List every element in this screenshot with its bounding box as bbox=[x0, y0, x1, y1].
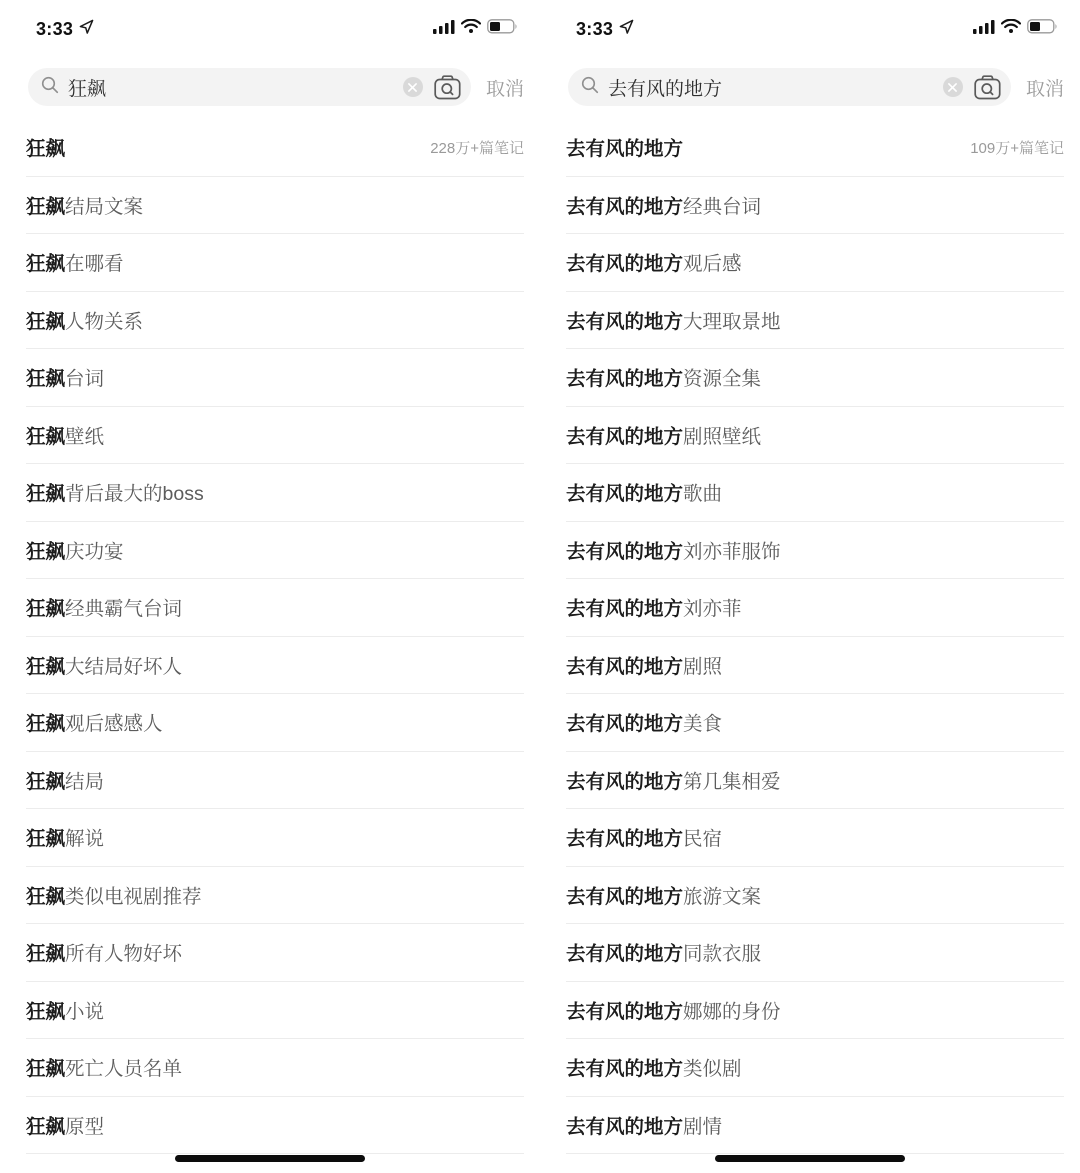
suggestion-suffix: 刘亦菲 bbox=[683, 598, 742, 621]
suggestion-text bbox=[566, 248, 742, 276]
suggestion-row[interactable] bbox=[26, 867, 524, 925]
wifi-icon bbox=[1001, 19, 1021, 39]
suggestion-row[interactable] bbox=[566, 809, 1064, 867]
suggestion-suffix: 背后最大的boss bbox=[65, 483, 204, 506]
suggestion-prefix: 狂飙 bbox=[26, 138, 66, 161]
note-count: 109万+篇笔记 bbox=[970, 139, 1064, 157]
suggestion-suffix: 在哪看 bbox=[65, 253, 124, 276]
suggestion-row[interactable] bbox=[566, 119, 1064, 177]
home-indicator[interactable] bbox=[175, 1155, 365, 1162]
search-input[interactable]: 去有风的地方 bbox=[608, 78, 723, 100]
suggestion-text bbox=[26, 363, 104, 391]
suggestion-text bbox=[566, 766, 781, 794]
suggestion-text bbox=[26, 823, 104, 851]
suggestion-prefix: 去有风的地方 bbox=[566, 368, 684, 391]
clear-icon[interactable] bbox=[943, 77, 963, 97]
suggestion-row[interactable] bbox=[26, 407, 524, 465]
suggestion-prefix: 去有风的地方 bbox=[566, 598, 684, 621]
suggestion-prefix: 去有风的地方 bbox=[566, 885, 684, 908]
suggestion-row[interactable] bbox=[26, 694, 524, 752]
cancel-button[interactable]: 取消 bbox=[485, 78, 524, 100]
status-bar bbox=[540, 0, 1080, 52]
suggestion-prefix: 狂飙 bbox=[26, 1058, 66, 1081]
suggestion-prefix: 去有风的地方 bbox=[566, 828, 684, 851]
suggestion-row[interactable] bbox=[566, 522, 1064, 580]
suggestion-prefix: 去有风的地方 bbox=[566, 483, 684, 506]
suggestion-text bbox=[566, 191, 761, 219]
home-indicator[interactable] bbox=[715, 1155, 905, 1162]
suggestion-row[interactable] bbox=[26, 752, 524, 810]
suggestion-suffix: 剧照 bbox=[683, 655, 723, 678]
suggestion-suffix: 类似剧 bbox=[683, 1058, 742, 1081]
suggestion-text bbox=[566, 823, 722, 851]
suggestion-row[interactable] bbox=[26, 924, 524, 982]
suggestion-prefix: 狂飙 bbox=[26, 195, 66, 218]
suggestion-suffix: 小说 bbox=[65, 1000, 105, 1023]
suggestion-prefix: 去有风的地方 bbox=[566, 1000, 684, 1023]
suggestion-text bbox=[566, 133, 683, 161]
suggestion-prefix: 狂飙 bbox=[26, 943, 66, 966]
suggestion-suffix: 观后感 bbox=[683, 253, 742, 276]
suggestion-text bbox=[26, 881, 202, 909]
suggestion-suffix: 美食 bbox=[683, 713, 723, 736]
suggestion-prefix: 狂飙 bbox=[26, 655, 66, 678]
suggestion-text bbox=[566, 306, 781, 334]
cellular-signal-icon bbox=[973, 20, 995, 39]
suggestion-text bbox=[566, 536, 781, 564]
search-bar bbox=[28, 68, 524, 106]
suggestion-prefix: 去有风的地方 bbox=[566, 253, 684, 276]
suggestion-text bbox=[26, 1111, 104, 1139]
camera-search-icon[interactable] bbox=[974, 75, 1001, 100]
suggestion-row[interactable] bbox=[566, 924, 1064, 982]
suggestion-prefix: 狂飙 bbox=[26, 253, 66, 276]
suggestion-text bbox=[26, 651, 182, 679]
search-field[interactable] bbox=[568, 68, 1011, 106]
suggestion-row[interactable] bbox=[26, 1039, 524, 1097]
suggestion-list bbox=[566, 119, 1064, 1154]
camera-search-icon[interactable] bbox=[434, 75, 461, 100]
suggestion-row[interactable] bbox=[566, 867, 1064, 925]
search-panel-quyoufeng bbox=[540, 0, 1080, 1173]
suggestion-prefix: 狂飙 bbox=[26, 598, 66, 621]
suggestion-suffix: 结局 bbox=[65, 770, 105, 793]
suggestion-text bbox=[26, 593, 182, 621]
status-time: 3:33 bbox=[36, 18, 74, 39]
location-arrow-icon bbox=[79, 19, 94, 39]
suggestion-prefix: 狂飙 bbox=[26, 483, 66, 506]
search-input[interactable]: 狂飙 bbox=[68, 78, 107, 100]
suggestion-prefix: 去有风的地方 bbox=[566, 138, 684, 161]
suggestion-text bbox=[566, 593, 742, 621]
suggestion-suffix: 原型 bbox=[65, 1115, 105, 1138]
status-bar bbox=[0, 0, 540, 52]
suggestion-text bbox=[566, 881, 761, 909]
suggestion-suffix: 壁纸 bbox=[65, 425, 105, 448]
suggestion-suffix: 死亡人员名单 bbox=[65, 1058, 183, 1081]
suggestion-row[interactable] bbox=[26, 234, 524, 292]
suggestion-text bbox=[26, 996, 104, 1024]
suggestion-prefix: 去有风的地方 bbox=[566, 713, 684, 736]
suggestion-suffix: 观后感感人 bbox=[65, 713, 163, 736]
status-time: 3:33 bbox=[576, 18, 614, 39]
search-field[interactable] bbox=[28, 68, 471, 106]
note-count: 228万+篇笔记 bbox=[430, 139, 524, 157]
suggestion-row[interactable] bbox=[26, 809, 524, 867]
suggestion-row[interactable] bbox=[566, 349, 1064, 407]
suggestion-prefix: 狂飙 bbox=[26, 828, 66, 851]
suggestion-row[interactable] bbox=[26, 292, 524, 350]
suggestion-suffix: 资源全集 bbox=[683, 368, 762, 391]
suggestion-row[interactable] bbox=[26, 119, 524, 177]
suggestion-text bbox=[566, 708, 722, 736]
suggestion-prefix: 狂飙 bbox=[26, 368, 66, 391]
suggestion-row[interactable] bbox=[566, 637, 1064, 695]
suggestion-suffix: 同款衣服 bbox=[683, 943, 762, 966]
suggestion-prefix: 狂飙 bbox=[26, 713, 66, 736]
suggestion-row[interactable] bbox=[26, 464, 524, 522]
suggestion-suffix: 娜娜的身份 bbox=[683, 1000, 781, 1023]
search-icon bbox=[41, 76, 59, 99]
suggestion-row[interactable] bbox=[566, 982, 1064, 1040]
suggestion-suffix: 大理取景地 bbox=[683, 310, 781, 333]
suggestion-row[interactable] bbox=[566, 407, 1064, 465]
suggestion-suffix: 大结局好坏人 bbox=[65, 655, 183, 678]
suggestion-text bbox=[566, 651, 722, 679]
suggestion-row[interactable] bbox=[566, 234, 1064, 292]
suggestion-text bbox=[566, 478, 722, 506]
suggestion-text bbox=[566, 421, 761, 449]
cancel-button[interactable]: 取消 bbox=[1025, 78, 1064, 100]
search-icon bbox=[581, 76, 599, 99]
suggestion-text bbox=[566, 1111, 722, 1139]
suggestion-text bbox=[26, 133, 65, 161]
suggestion-row[interactable] bbox=[26, 349, 524, 407]
suggestion-text bbox=[26, 938, 182, 966]
suggestion-prefix: 狂飙 bbox=[26, 540, 66, 563]
suggestion-row[interactable] bbox=[566, 579, 1064, 637]
suggestion-row[interactable] bbox=[566, 752, 1064, 810]
suggestion-suffix: 经典霸气台词 bbox=[65, 598, 183, 621]
suggestion-text bbox=[26, 1053, 182, 1081]
suggestion-row[interactable] bbox=[26, 579, 524, 637]
suggestion-suffix: 经典台词 bbox=[683, 195, 762, 218]
suggestion-prefix: 去有风的地方 bbox=[566, 1115, 684, 1138]
suggestion-list bbox=[26, 119, 524, 1154]
suggestion-text bbox=[26, 478, 204, 506]
suggestion-prefix: 去有风的地方 bbox=[566, 310, 684, 333]
suggestion-text bbox=[566, 1053, 742, 1081]
suggestion-row[interactable] bbox=[566, 464, 1064, 522]
suggestion-text bbox=[26, 306, 143, 334]
clear-icon[interactable] bbox=[403, 77, 423, 97]
suggestion-text bbox=[566, 363, 761, 391]
suggestion-prefix: 狂飙 bbox=[26, 1000, 66, 1023]
suggestion-text bbox=[26, 191, 143, 219]
suggestion-row[interactable] bbox=[26, 177, 524, 235]
suggestion-row[interactable] bbox=[566, 1039, 1064, 1097]
suggestion-prefix: 狂飙 bbox=[26, 885, 66, 908]
suggestion-row[interactable] bbox=[26, 982, 524, 1040]
cellular-signal-icon bbox=[433, 20, 455, 39]
suggestion-suffix: 歌曲 bbox=[683, 483, 723, 506]
search-bar bbox=[568, 68, 1064, 106]
suggestion-prefix: 狂飙 bbox=[26, 770, 66, 793]
suggestion-suffix: 剧照壁纸 bbox=[683, 425, 762, 448]
suggestion-suffix: 第几集相爱 bbox=[683, 770, 781, 793]
suggestion-suffix: 结局文案 bbox=[65, 195, 144, 218]
suggestion-prefix: 狂飙 bbox=[26, 425, 66, 448]
suggestion-text bbox=[26, 766, 104, 794]
suggestion-row[interactable] bbox=[566, 177, 1064, 235]
suggestion-suffix: 刘亦菲服饰 bbox=[683, 540, 781, 563]
suggestion-suffix: 台词 bbox=[65, 368, 105, 391]
suggestion-prefix: 去有风的地方 bbox=[566, 1058, 684, 1081]
suggestion-prefix: 去有风的地方 bbox=[566, 943, 684, 966]
suggestion-suffix: 人物关系 bbox=[65, 310, 144, 333]
suggestion-suffix: 庆功宴 bbox=[65, 540, 124, 563]
suggestion-text bbox=[26, 708, 163, 736]
suggestion-prefix: 去有风的地方 bbox=[566, 540, 684, 563]
suggestion-prefix: 去有风的地方 bbox=[566, 195, 684, 218]
suggestion-row[interactable] bbox=[26, 1097, 524, 1155]
suggestion-text bbox=[26, 536, 124, 564]
suggestion-suffix: 旅游文案 bbox=[683, 885, 762, 908]
wifi-icon bbox=[461, 19, 481, 39]
suggestion-prefix: 去有风的地方 bbox=[566, 655, 684, 678]
suggestion-row[interactable] bbox=[566, 1097, 1064, 1155]
suggestion-suffix: 解说 bbox=[65, 828, 105, 851]
suggestion-prefix: 去有风的地方 bbox=[566, 770, 684, 793]
suggestion-row[interactable] bbox=[26, 522, 524, 580]
suggestion-text bbox=[566, 996, 781, 1024]
suggestion-text bbox=[566, 938, 761, 966]
suggestion-suffix: 民宿 bbox=[683, 828, 723, 851]
suggestion-text bbox=[26, 421, 104, 449]
battery-icon bbox=[1027, 19, 1058, 39]
suggestion-text bbox=[26, 248, 124, 276]
suggestion-prefix: 狂飙 bbox=[26, 310, 66, 333]
suggestion-prefix: 去有风的地方 bbox=[566, 425, 684, 448]
suggestion-prefix: 狂飙 bbox=[26, 1115, 66, 1138]
suggestion-suffix: 类似电视剧推荐 bbox=[65, 885, 202, 908]
suggestion-row[interactable] bbox=[26, 637, 524, 695]
suggestion-row[interactable] bbox=[566, 694, 1064, 752]
suggestion-suffix: 剧情 bbox=[683, 1115, 723, 1138]
location-arrow-icon bbox=[619, 19, 634, 39]
suggestion-row[interactable] bbox=[566, 292, 1064, 350]
battery-icon bbox=[487, 19, 518, 39]
suggestion-suffix: 所有人物好坏 bbox=[65, 943, 183, 966]
